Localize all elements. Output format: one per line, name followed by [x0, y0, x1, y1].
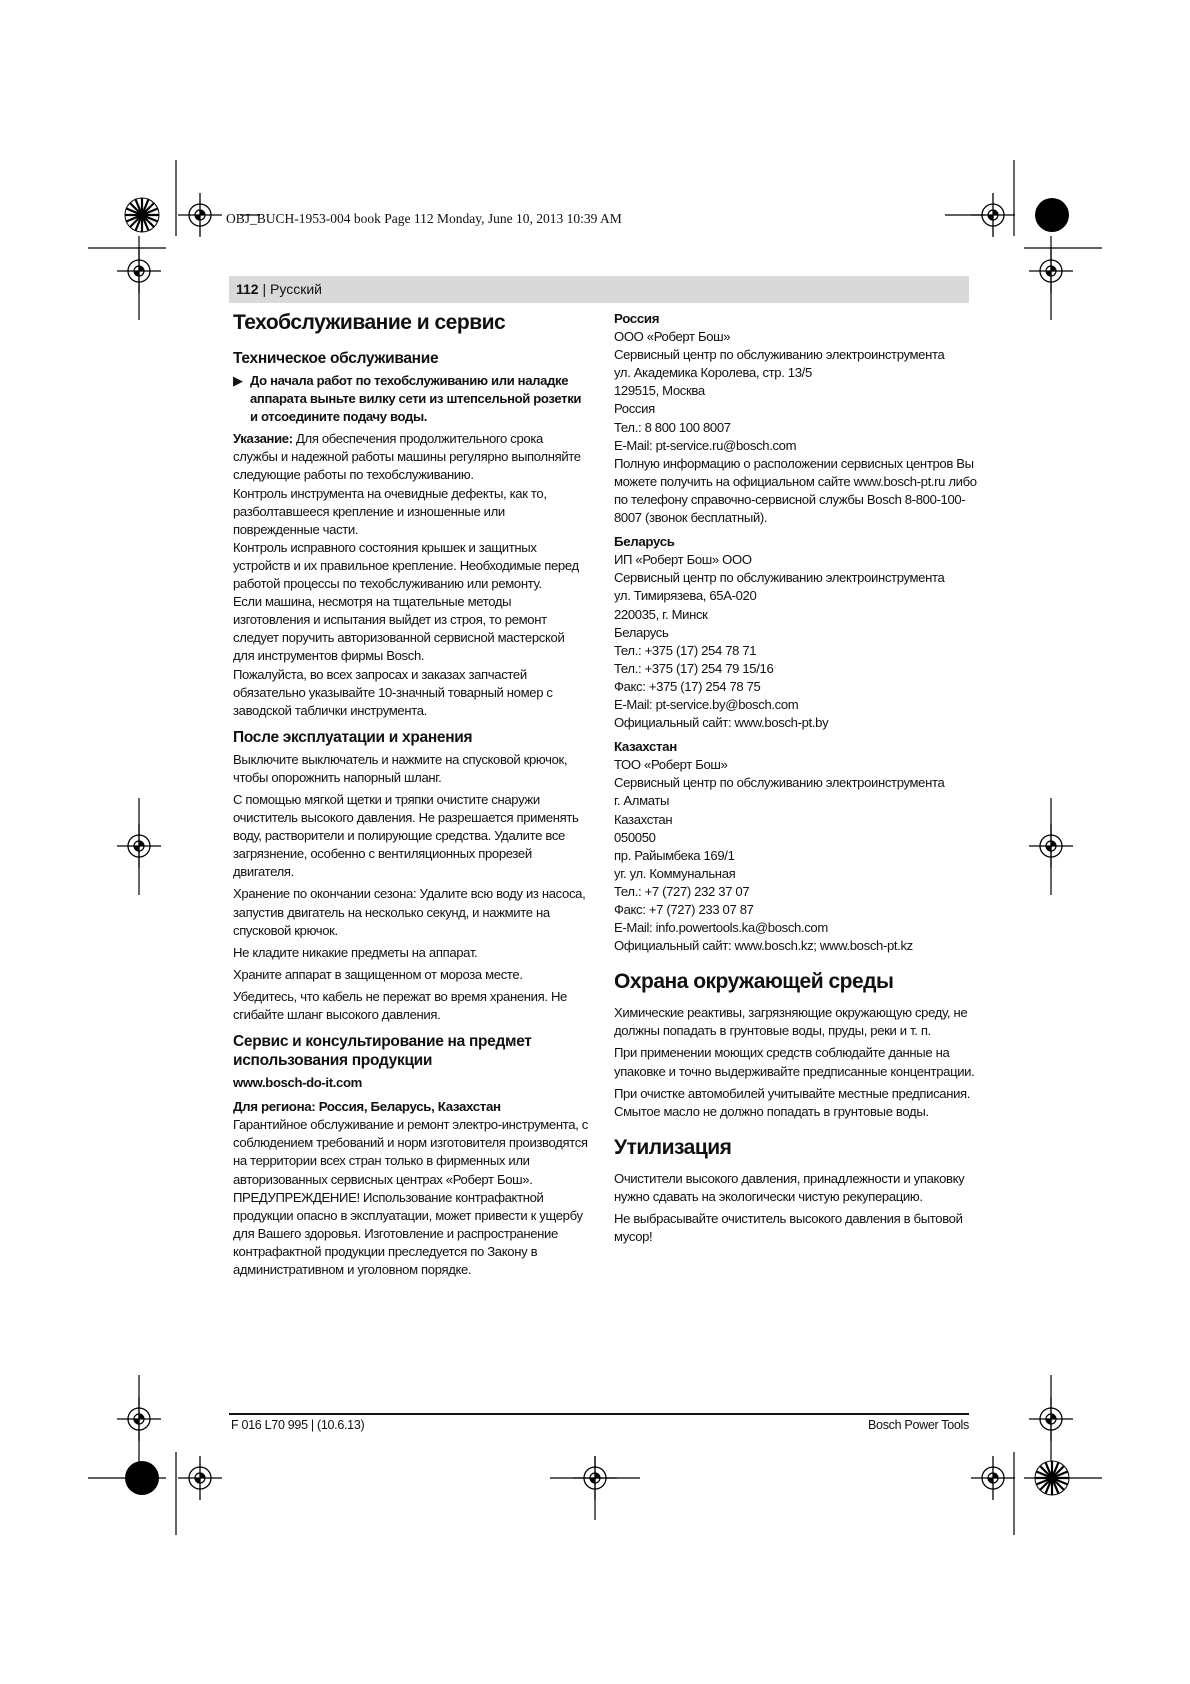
contact-line: Тел.: 8 800 100 8007 — [614, 419, 731, 435]
warning-text: До начала работ по техобслуживанию или наладке аппарата выньте вилку сети из штепсельной розетки и отсоедините подачу воды. — [250, 373, 582, 425]
russia-info: Полную информацию о расположении сервисных центров Вы можете получить на официальном сайте www.bosch-pt.ru либо по телефону справочно-сервисной службы Bosch 8-800-100-8007 (звонок бесплатный). — [614, 455, 977, 526]
russia-contacts — [614, 328, 979, 455]
heading-belarus: Беларусь — [614, 534, 675, 550]
section-title-disposal: Утилизация — [614, 1135, 732, 1159]
contact-line: E-Mail: info.powertools.ka@bosch.com — [614, 920, 828, 936]
contact-line: Сервисный центр по обслуживанию электроинструмента — [614, 570, 945, 586]
note-paragraph — [233, 430, 588, 484]
contact-line: Беларусь — [614, 624, 669, 640]
heading-maintenance: Техническое обслуживание — [233, 350, 439, 367]
maintenance-p3: Если машина, несмотря на тщательные методы изготовления и испытания выйдет из строя, то ремонт следует поручить авторизованной сервисной мастерской для инструментов фирмы Bosch. — [233, 594, 565, 664]
contact-line: уг. ул. Коммунальная — [614, 865, 736, 881]
note-label: Указание: — [233, 431, 293, 447]
contact-line: E-Mail: pt-service.by@bosch.com — [614, 696, 799, 712]
kazakhstan-contacts — [614, 756, 979, 955]
contact-line: Официальный сайт: www.bosch.kz; www.bosch-pt.kz — [614, 938, 913, 954]
contact-line: E-Mail: pt-service.ru@bosch.com — [614, 437, 797, 453]
contact-line: пр. Райымбека 169/1 — [614, 847, 735, 863]
storage-p3: Хранение по окончании сезона: Удалите всю воду из насоса, запустив двигатель на несколько секунд, и нажмите на спусковой крючок. — [233, 886, 586, 938]
storage-p1: Выключите выключатель и нажмите на спусковой крючок, чтобы опорожнить напорный шланг. — [233, 751, 568, 785]
storage-p4: Не кладите никакие предметы на аппарат. — [233, 944, 478, 960]
warning-unplug — [233, 372, 588, 426]
belarus-contacts — [614, 551, 979, 732]
section-title-environment: Охрана окружающей среды — [614, 970, 894, 994]
contact-line: Сервисный центр по обслуживанию электроинструмента — [614, 775, 945, 791]
storage-p2: С помощью мягкой щетки и тряпки очистите снаружи очиститель высокого давления. Не разрешается применять воду, растворители и полирующие средства. Удалите все загрязнение, особенно с вентиляционных прорезей двигателя. — [233, 791, 579, 880]
maintenance-p2: Контроль исправного состояния крышек и защитных устройств и их правильное крепление. Необходимые перед работой процессы по техобслуживанию или ремонту. — [233, 539, 579, 592]
contact-line: Тел.: +7 (727) 232 37 07 — [614, 883, 750, 899]
heading-storage: После эксплуатации и хранения — [233, 728, 473, 746]
maintenance-p4: Пожалуйста, во всех запросах и заказах запчастей обязательно указывайте 10-значный товарный номер с заводской таблички инструмента. — [233, 666, 553, 718]
footer-brand: Bosch Power Tools — [868, 1418, 969, 1432]
heading-region: Для региона: Россия, Беларусь, Казахстан — [233, 1099, 501, 1115]
right-column — [614, 310, 979, 1250]
footer-rule — [229, 1413, 969, 1415]
file-header: OBJ_BUCH-1953-004 book Page 112 Monday, June 10, 2013 10:39 AM — [226, 211, 622, 226]
disposal-p2: Не выбрасывайте очиститель высокого давления в бытовой мусор! — [614, 1211, 963, 1245]
contact-line: Тел.: +375 (17) 254 78 71 — [614, 642, 757, 658]
contact-line: Россия — [614, 401, 655, 417]
storage-p6: Убедитесь, что кабель не пережат во время хранения. Не сгибайте шланг высокого давления. — [233, 988, 567, 1022]
left-column — [233, 310, 588, 1279]
service-url[interactable]: www.bosch-do-it.com — [233, 1075, 362, 1091]
contact-line: ООО «Роберт Бош» — [614, 329, 731, 345]
environment-p1: Химические реактивы, загрязняющие окружающую среду, не должны попадать в грунтовые воды, пруды, реки и т. п. — [614, 1005, 968, 1039]
contact-line: Тел.: +375 (17) 254 79 15/16 — [614, 660, 774, 676]
contact-line: ИП «Роберт Бош» ООО — [614, 552, 752, 568]
contact-line: Факс: +7 (727) 233 07 87 — [614, 902, 754, 917]
contact-line: ул. Тимирязева, 65А-020 — [614, 588, 757, 604]
page-header-bar — [229, 276, 969, 303]
contact-line: Официальный сайт: www.bosch-pt.by — [614, 715, 829, 731]
contact-line: г. Алматы — [614, 793, 670, 809]
triangle-bullet-icon: ▶ — [233, 373, 243, 388]
heading-russia: Россия — [614, 311, 660, 326]
contact-line: 129515, Москва — [614, 383, 705, 399]
contact-line: Сервисный центр по обслуживанию электроинструмента — [614, 347, 945, 363]
storage-p5: Храните аппарат в защищенном от мороза месте. — [233, 966, 523, 982]
note-text: Для обеспечения продолжительного срока службы и надежной работы машины регулярно выполняйте следующие работы по техобслуживанию. — [233, 431, 581, 483]
environment-p2: При применении моющих средств соблюдайте данные на упаковке и точно выдерживайте предписанные концентрации. — [614, 1045, 975, 1079]
page-language: Русский — [270, 281, 322, 297]
heading-kazakhstan: Казахстан — [614, 739, 677, 755]
disposal-p1: Очистители высокого давления, принадлежности и упаковку нужно сдавать на экологически чистую рекуперацию. — [614, 1170, 965, 1204]
page-separator: | — [258, 281, 271, 297]
contact-line: ТОО «Роберт Бош» — [614, 757, 728, 773]
contact-line: Казахстан — [614, 811, 673, 827]
section-title-service: Техобслуживание и сервис — [233, 311, 506, 334]
page-number: 112 — [236, 281, 259, 297]
service-p2: ПРЕДУПРЕЖДЕНИЕ! Использование контрафактной продукции опасно в эксплуатации, может привести к ущербу для Вашего здоровья. Изготовление и распространение контрафактной продукции преследуется по Закону в административном и уголовном порядке. — [233, 1189, 583, 1278]
heading-service-consulting: Сервис и консультирование на предмет использования продукции — [233, 1033, 532, 1070]
contact-line: 220035, г. Минск — [614, 606, 708, 622]
service-p1: Гарантийное обслуживание и ремонт электро-инструмента, с соблюдением требований и норм изготовителя производятся на территории всех стран только в фирменных или авторизованных сервисных центрах «Роберт Бош». — [233, 1117, 588, 1187]
environment-p3: При очистке автомобилей учитывайте местные предписания. Смытое масло не должно попадать в грунтовые воды. — [614, 1085, 971, 1119]
contact-line: ул. Академика Королева, стр. 13/5 — [614, 365, 812, 381]
contact-line: Факс: +375 (17) 254 78 75 — [614, 678, 761, 694]
maintenance-p1: Контроль инструмента на очевидные дефекты, как то, разболтавшееся крепление и изношенные или поврежденные части. — [233, 485, 547, 537]
footer-doc-number: F 016 L70 995 | (10.6.13) — [231, 1418, 365, 1432]
contact-line: 050050 — [614, 829, 656, 845]
